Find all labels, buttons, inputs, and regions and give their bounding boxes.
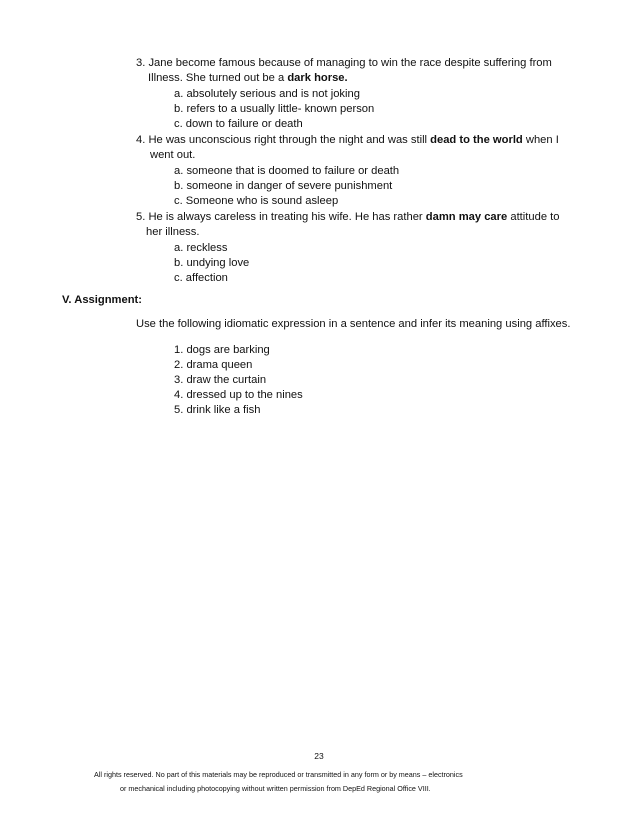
idiom-damn-may-care: damn may care <box>425 211 508 223</box>
question-5-option-a: a. reckless <box>174 242 228 254</box>
question-4-line-2: went out. <box>150 149 196 161</box>
question-4-line-1 <box>136 133 559 149</box>
question-3-option-c: c. down to failure or death <box>174 118 303 130</box>
question-3-line-1 <box>136 56 552 72</box>
assignment-item-1: 1. dogs are barking <box>174 344 270 356</box>
question-4-option-c: c. Someone who is sound asleep <box>174 195 339 207</box>
question-4-option-a: a. someone that is doomed to failure or death <box>174 165 400 177</box>
assignment-instruction: Use the following idiomatic expression in a sentence and infer its meaning using affixes. <box>136 318 571 330</box>
question-3-text: 3. Jane become famous because of managing to win the race despite suffering from <box>136 57 552 69</box>
question-5-option-c: c. affection <box>174 272 228 284</box>
assignment-heading: V. Assignment: <box>62 294 142 306</box>
assignment-item-3: 3. draw the curtain <box>174 374 267 386</box>
question-3-option-b: b. refers to a usually little- known person <box>174 103 375 115</box>
question-3-text-cont: Illness. She turned out be a <box>148 72 288 84</box>
question-5-text-end: attitude to <box>507 211 560 223</box>
idiom-dark-horse: dark horse. <box>287 72 348 84</box>
question-4-option-b: b. someone in danger of severe punishment <box>174 180 393 192</box>
question-3-line-2 <box>148 71 348 87</box>
assignment-item-4: 4. dressed up to the nines <box>174 389 303 401</box>
question-5-option-b: b. undying love <box>174 257 250 269</box>
question-3-option-a: a. absolutely serious and is not joking <box>174 88 360 100</box>
question-4-text: 4. He was unconscious right through the night and was still <box>136 134 431 146</box>
copyright-notice-line-2: or mechanical including photocopying without written permission from DepEd Regional Office VIII. <box>120 784 431 793</box>
assignment-item-2: 2. drama queen <box>174 359 253 371</box>
question-5-text: 5. He is always careless in treating his wife. He has rather <box>136 211 426 223</box>
question-4-text-end: when I <box>522 134 559 146</box>
assignment-item-5: 5. drink like a fish <box>174 404 261 416</box>
idiom-dead-to-the-world: dead to the world <box>430 134 523 146</box>
page-number: 23 <box>314 751 324 761</box>
copyright-notice-line-1: All rights reserved. No part of this materials may be reproduced or transmitted in any form or by means – electronics <box>94 770 463 779</box>
question-5-line-1 <box>136 210 559 226</box>
question-5-line-2: her illness. <box>146 226 200 238</box>
